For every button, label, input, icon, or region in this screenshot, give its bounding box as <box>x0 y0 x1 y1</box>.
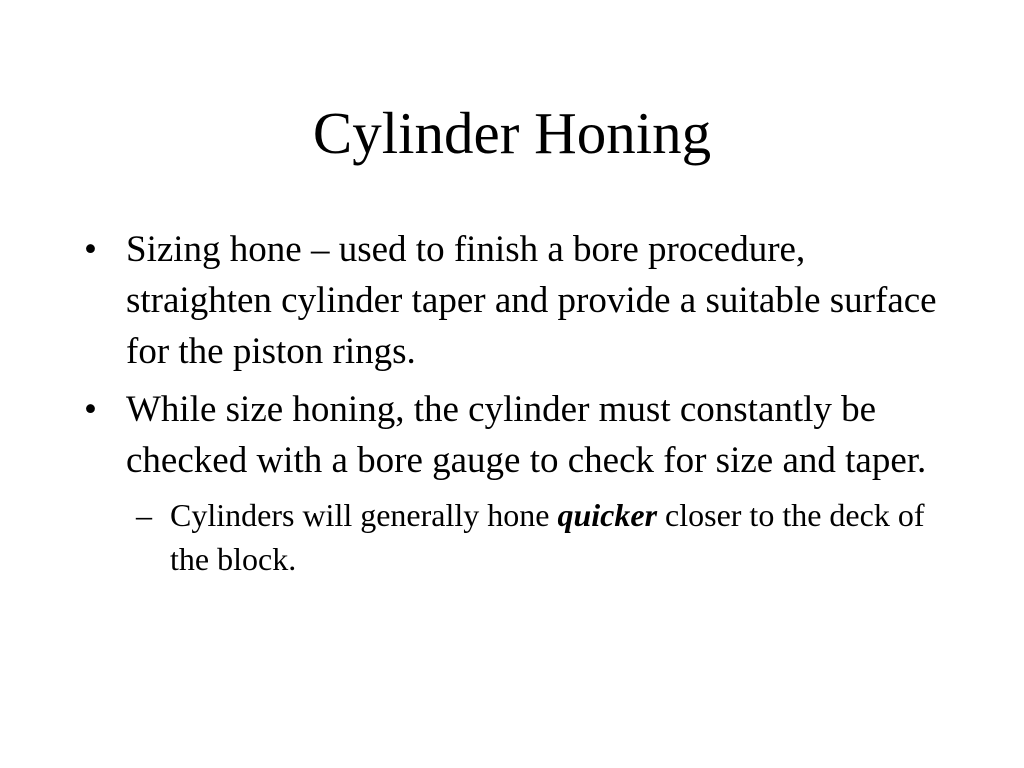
bullet-text: While size honing, the cylinder must constantly be checked with a bore gauge to check for size and taper. <box>126 389 927 481</box>
bullet-marker: • <box>84 229 97 270</box>
bullet-text: Sizing hone – used to finish a bore procedure, straighten cylinder taper and provide a suitable surface for the piston rings. <box>126 229 937 372</box>
bullet-item-1 <box>84 224 944 377</box>
slide-body <box>84 224 944 581</box>
sub-bullet-item <box>136 493 944 581</box>
slide-title: Cylinder Honing <box>312 100 712 166</box>
sub-bullet-marker: – <box>136 497 152 533</box>
sub-bullet-text-after: closer to the deck of the block. <box>170 497 925 577</box>
sub-bullet-text-before: Cylinders will generally hone <box>170 497 558 533</box>
sub-bullet-emphasis: quicker <box>557 497 658 533</box>
bullet-item-2 <box>84 384 944 486</box>
bullet-marker: • <box>84 389 97 430</box>
